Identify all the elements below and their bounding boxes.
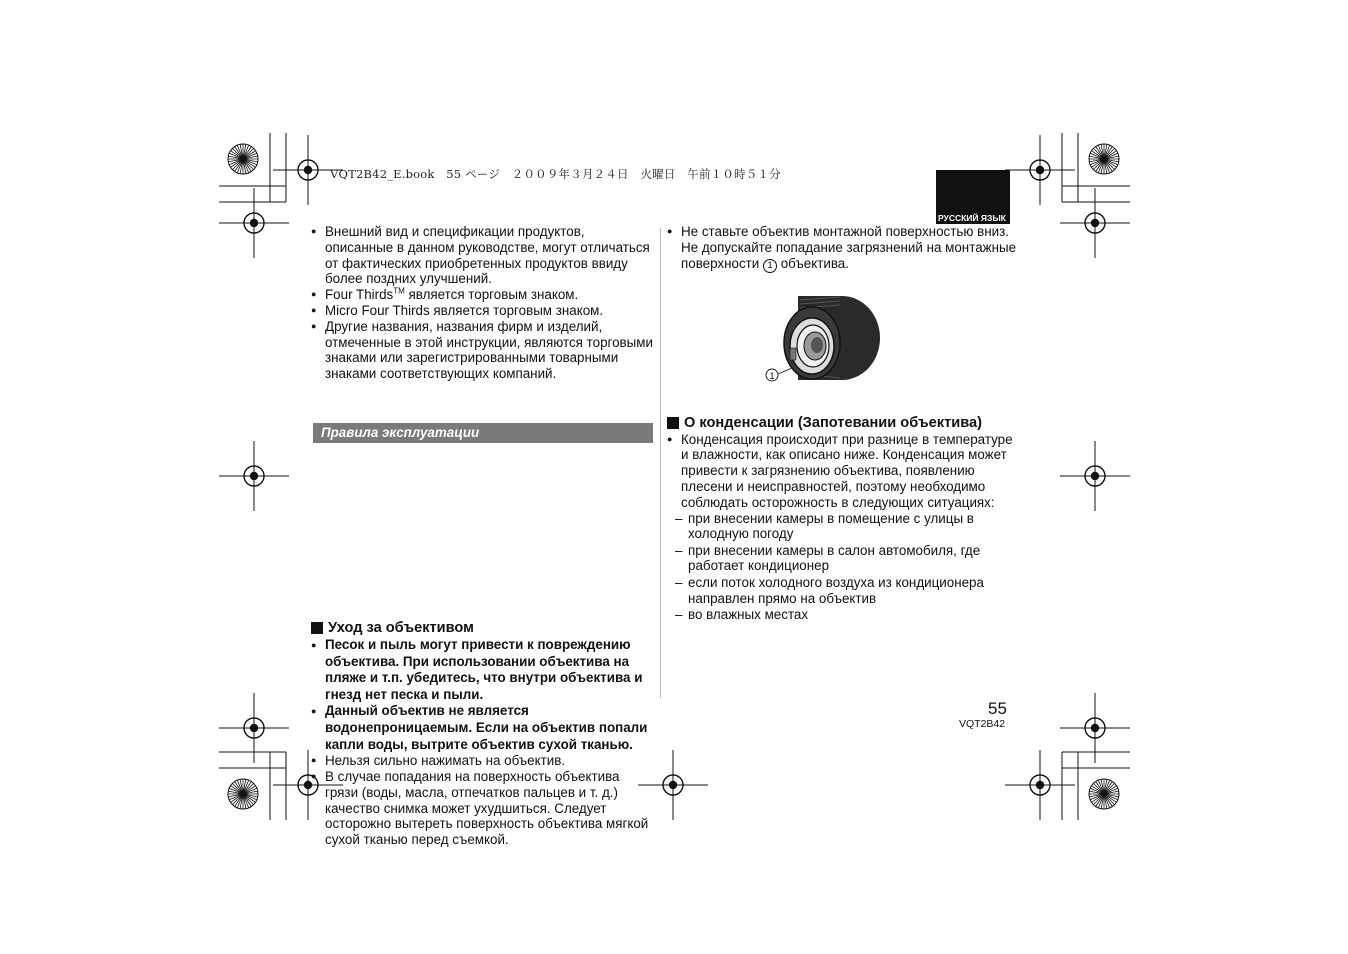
list-item — [667, 224, 1017, 273]
care-list — [311, 637, 656, 848]
language-tab-label: РУССКИЙ ЯЗЫК — [938, 213, 1006, 223]
condensation-situations — [667, 511, 1017, 623]
lens-mount-illustration — [760, 288, 890, 393]
language-tab — [936, 170, 1010, 224]
square-bullet-icon — [667, 417, 679, 429]
condensation-heading-text: О конденсации (Запотевании объектива) — [684, 414, 982, 431]
print-header: VQT2B42_E.book 55 ページ ２００９年３月２４日 火曜日 午前１０時５１分 — [330, 167, 781, 181]
list-item: ● Micro Four Thirds является торговым знаком. — [311, 303, 656, 319]
callout-number-icon: 1 — [763, 259, 777, 273]
column-divider — [660, 228, 661, 698]
list-item: ● Данный объектив не является водонепроницаемым. Если на объектив попали капли воды, вытрите объектив сухой тканью. — [311, 703, 656, 753]
section-title-bar: Правила эксплуатации — [313, 423, 653, 443]
right-column — [667, 224, 1017, 623]
care-heading-text: Уход за объективом — [328, 619, 474, 636]
list-item: ● Другие названия, названия фирм и изделий, отмеченные в этой инструкции, являются торговыми знаками или зарегистрированными товарными знаками соответствующих компаний. — [311, 319, 656, 382]
trademark-sup: TM — [393, 286, 405, 296]
callout-label: 1 — [769, 371, 775, 381]
condensation-heading — [667, 415, 1017, 432]
list-item: ● Нельзя сильно нажимать на объектив. — [311, 753, 656, 769]
four-thirds-text: является торговым знаком. — [408, 287, 579, 303]
condensation-list — [667, 432, 1017, 511]
list-item: ● Конденсация происходит при разнице в температуре и влажности, как описано ниже. Конденсация может привести к загрязнению объектива, появлению плесени и неисправностей, поэтому необходимо соблюдать осторожность в следующих ситуациях: — [667, 432, 1017, 511]
page-number: 55 — [988, 699, 1007, 718]
list-item: ● Песок и пыль могут привести к повреждению объектива. При использовании объектива на пляже и т.п. убедитесь, что внутри объектива и гнезд нет песка и пыли. — [311, 637, 656, 703]
left-column — [311, 224, 656, 848]
list-item: – если поток холодного воздуха из кондиционера направлен прямо на объектив — [667, 575, 1017, 607]
care-heading — [311, 620, 656, 637]
list-item: – при внесении камеры в салон автомобиля, где работает кондиционер — [667, 543, 1017, 575]
list-item: ● Внешний вид и спецификации продуктов, описанные в данном руководстве, могут отличаться от фактических приобретенных продуктов ввиду более поздних улучшений. — [311, 224, 656, 287]
list-item: – при внесении камеры в помещение с улицы в холодную погоду — [667, 511, 1017, 543]
list-item — [311, 287, 656, 303]
mount-text: Не ставьте объектив монтажной поверхностью вниз. Не допускайте попадание загрязнений на монтажные поверхности — [681, 224, 1017, 271]
list-item: ● В случае попадания на поверхность объектива грязи (воды, масла, отпечатков пальцев и т. д.) качество снимка может ухудшиться. Следует осторожно вытереть поверхность объектива мягкой сухой тканью перед съемкой. — [311, 769, 656, 848]
list-item: – во влажных местах — [667, 607, 1017, 623]
document-code: VQT2B42 — [959, 718, 1006, 730]
trademark-notes — [311, 224, 656, 382]
mount-note — [667, 224, 1017, 273]
square-bullet-icon — [311, 622, 323, 634]
four-thirds-name: Four Thirds — [325, 287, 394, 303]
mount-text-end: объектива. — [780, 255, 849, 271]
